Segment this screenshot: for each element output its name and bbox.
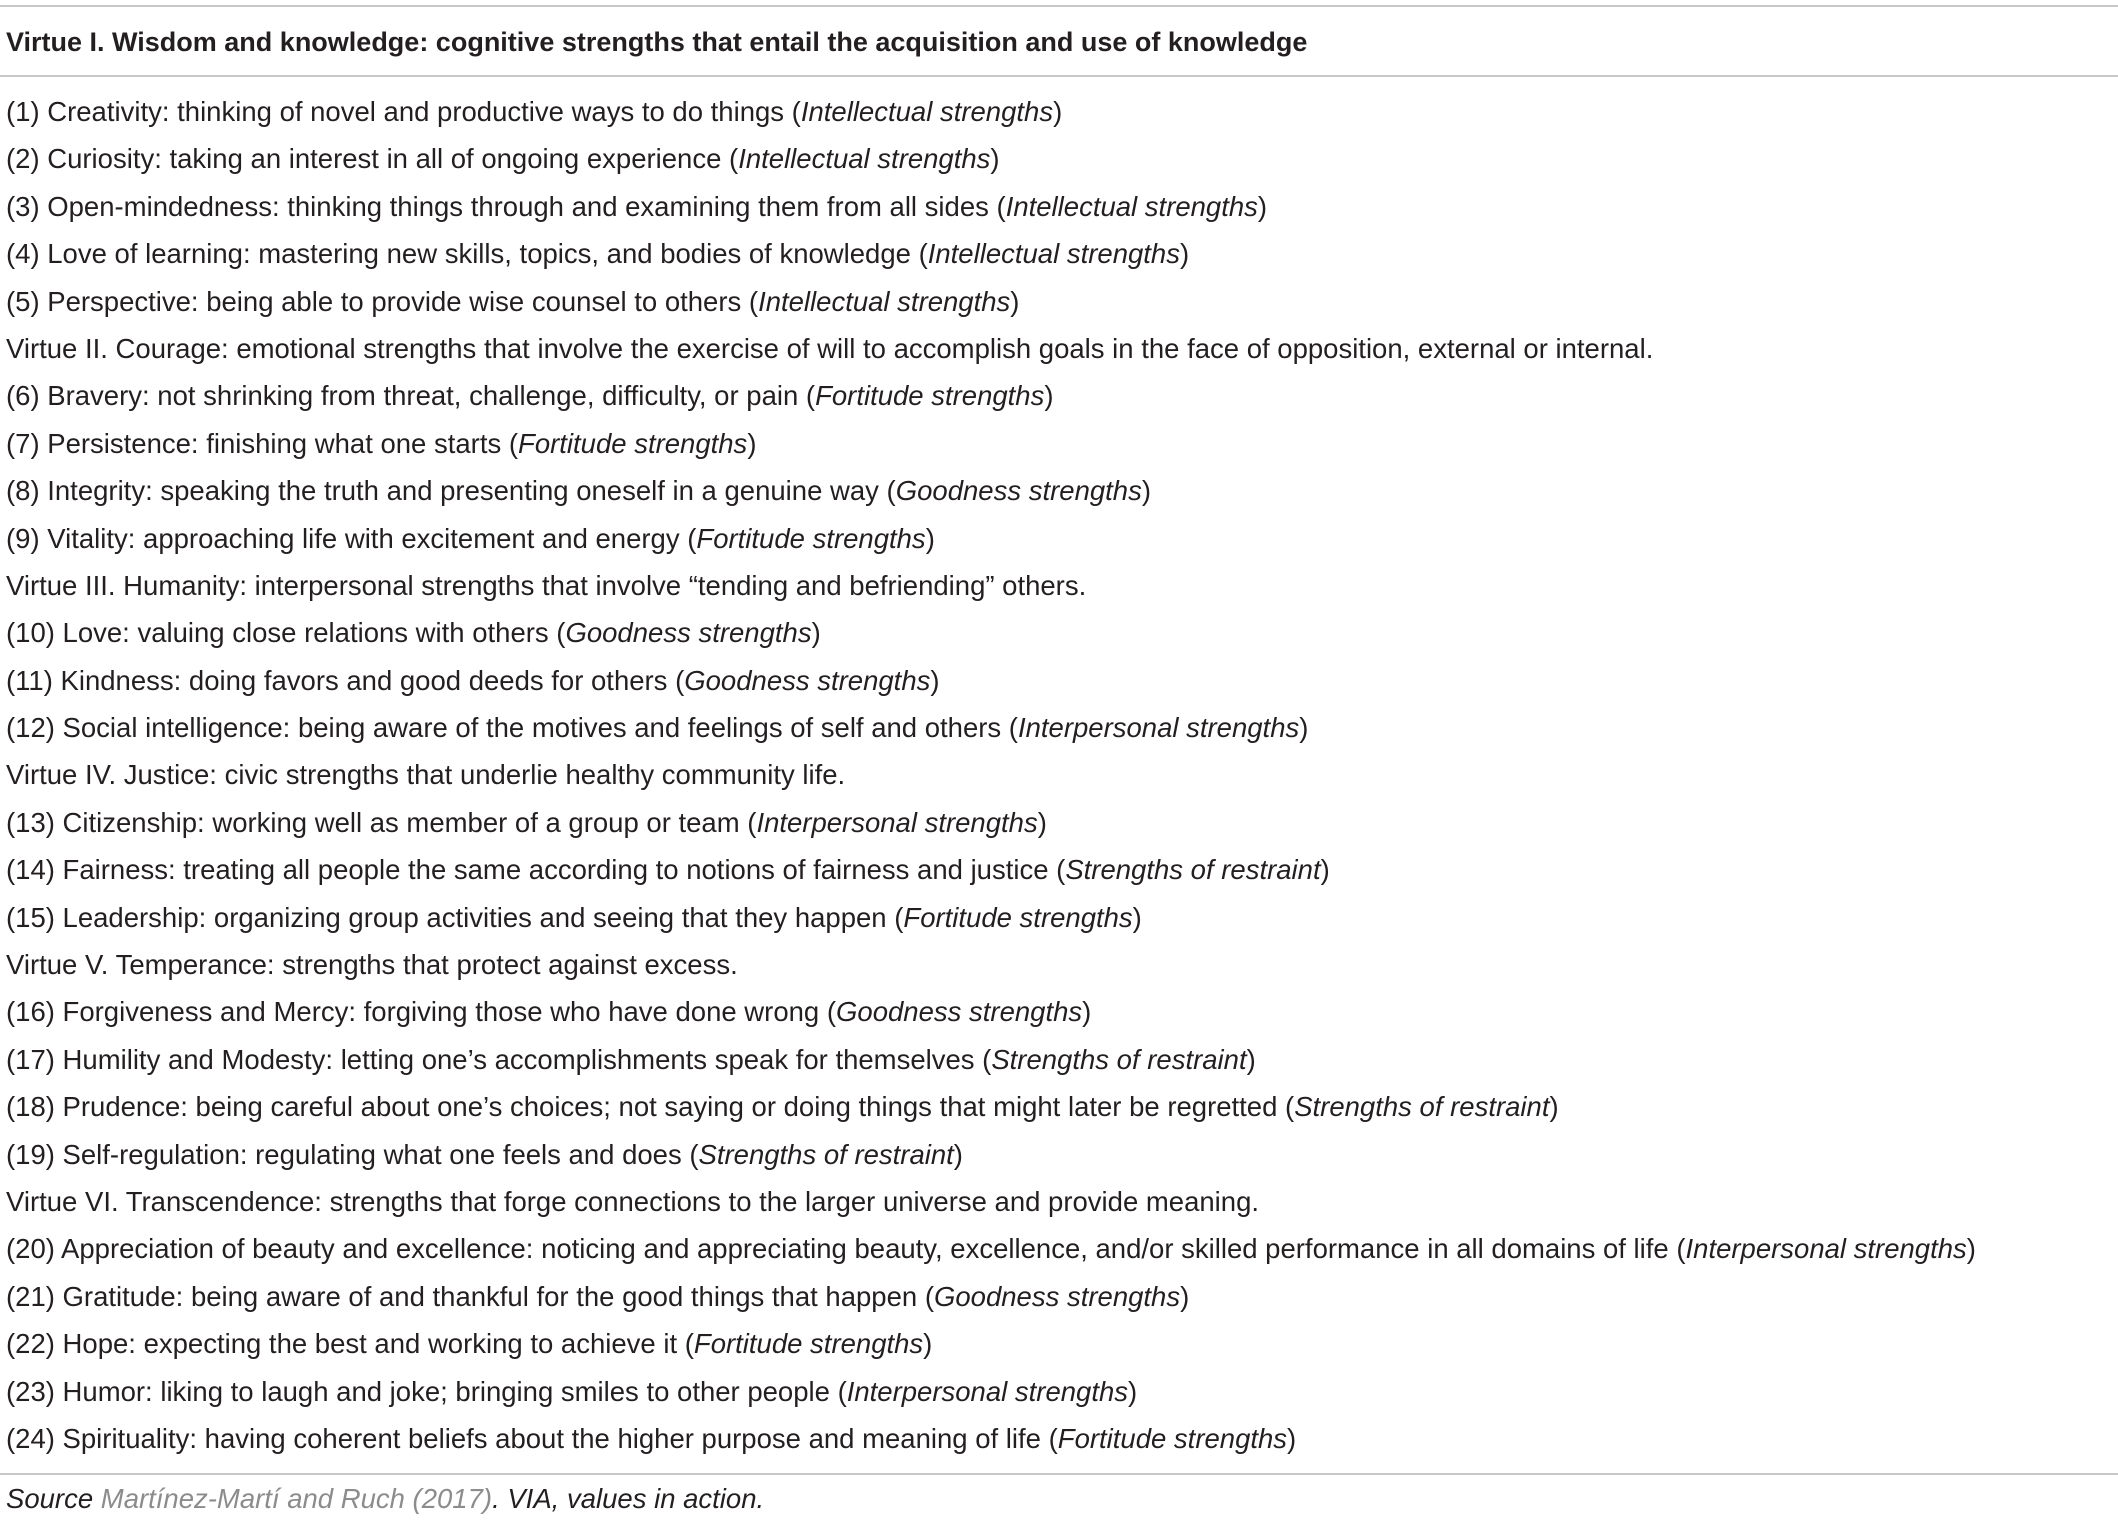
table-row <box>6 1368 2106 1415</box>
strength-category: Goodness strengths <box>933 1280 1181 1312</box>
virtue-heading-row <box>6 941 2106 988</box>
row-text: (15) Leadership: organizing group activities and seeing that they happen ( <box>6 901 904 933</box>
table-footnote <box>6 1479 764 1519</box>
table-row <box>6 1415 2106 1462</box>
strength-category: Strengths of restraint <box>1294 1091 1550 1123</box>
table-row <box>6 1131 2106 1178</box>
footnote-reference-link[interactable]: Martínez-Martí and Ruch (2017) <box>100 1483 493 1514</box>
row-text: (21) Gratitude: being aware of and thankful for the good things that happen ( <box>6 1280 934 1312</box>
row-text: (4) Love of learning: mastering new skills, topics, and bodies of knowledge ( <box>6 238 928 270</box>
strength-category: Intellectual strengths <box>738 143 991 175</box>
row-text: (20) Appreciation of beauty and excellence: noticing and appreciating beauty, excellence, and/or skilled performance in all domains of life ( <box>6 1233 1686 1265</box>
table-header: Virtue I. Wisdom and knowledge: cognitive strengths that entail the acquisition and use of knowledge <box>6 27 1308 57</box>
row-text: Virtue III. Humanity: interpersonal strengths that involve “tending and befriending” others. <box>6 569 1087 601</box>
row-text: (22) Hope: expecting the best and working to achieve it ( <box>6 1328 694 1360</box>
table-row <box>6 1273 2106 1320</box>
table-row <box>6 1036 2106 1083</box>
strength-category: Goodness strengths <box>565 617 812 649</box>
row-text: (17) Humility and Modesty: letting one’s accomplishments speak for themselves ( <box>6 1043 992 1075</box>
virtue-heading-row <box>6 751 2106 798</box>
row-close-paren: ) <box>925 522 935 554</box>
strength-category: Goodness strengths <box>684 664 931 696</box>
table-row <box>6 846 2106 893</box>
row-text: (8) Integrity: speaking the truth and presenting oneself in a genuine way ( <box>6 475 896 507</box>
row-close-paren: ) <box>1053 96 1063 127</box>
table-row <box>6 420 2106 467</box>
table-top-rule <box>0 5 2118 7</box>
row-close-paren: ) <box>1082 996 1092 1028</box>
strength-category: Fortitude strengths <box>815 380 1045 412</box>
table-row <box>6 609 2106 656</box>
table-body <box>6 88 2106 1462</box>
row-close-paren: ) <box>1044 380 1054 412</box>
row-close-paren: ) <box>811 617 821 649</box>
row-close-paren: ) <box>1257 190 1268 222</box>
table-row <box>6 1083 2106 1130</box>
row-text: (7) Persistence: finishing what one starts ( <box>6 427 519 459</box>
row-text: (13) Citizenship: working well as member of a group or team ( <box>6 806 757 838</box>
strength-category: Intellectual strengths <box>758 285 1011 317</box>
header-bottom-rule <box>0 75 2118 77</box>
row-text: (16) Forgiveness and Mercy: forgiving those who have done wrong ( <box>6 996 837 1028</box>
row-close-paren: ) <box>1037 806 1047 838</box>
row-close-paren: ) <box>930 664 940 696</box>
row-close-paren: ) <box>1966 1233 1976 1265</box>
strength-category: Interpersonal strengths <box>1685 1233 1967 1265</box>
row-text: (6) Bravery: not shrinking from threat, challenge, difficulty, or pain ( <box>6 380 816 412</box>
table-row <box>6 135 2106 182</box>
strength-category: Intellectual strengths <box>1005 190 1258 222</box>
row-close-paren: ) <box>953 1138 963 1170</box>
strength-category: Intellectual strengths <box>800 96 1054 127</box>
strength-category: Fortitude strengths <box>693 1328 924 1360</box>
row-text: Virtue IV. Justice: civic strengths that underlie healthy community life. <box>6 759 846 791</box>
row-close-paren: ) <box>1141 475 1152 507</box>
table-row <box>6 278 2106 325</box>
strength-category: Interpersonal strengths <box>756 806 1038 838</box>
table-row <box>6 894 2106 941</box>
row-text: (12) Social intelligence: being aware of the motives and feelings of self and others ( <box>6 712 1018 744</box>
row-close-paren: ) <box>1132 901 1142 933</box>
row-close-paren: ) <box>1179 238 1190 270</box>
row-close-paren: ) <box>1299 712 1309 744</box>
row-text: (5) Perspective: being able to provide wise counsel to others ( <box>6 285 759 317</box>
row-text: (1) Creativity: thinking of novel and productive ways to do things ( <box>6 96 801 127</box>
footnote-source-label: Source <box>6 1483 94 1514</box>
strength-category: Goodness strengths <box>836 996 1083 1028</box>
row-close-paren: ) <box>1180 1280 1190 1312</box>
strength-category: Strengths of restraint <box>698 1138 954 1170</box>
table-row <box>6 799 2106 846</box>
row-text: (3) Open-mindedness: thinking things through and examining them from all sides ( <box>6 190 1006 222</box>
table-row <box>6 657 2106 704</box>
strength-category: Interpersonal strengths <box>846 1375 1129 1407</box>
row-text: Virtue VI. Transcendence: strengths that forge connections to the larger universe and provide meaning. <box>6 1185 1260 1217</box>
row-text: Virtue II. Courage: emotional strengths that involve the exercise of will to accomplish goals in the face of opposition, external or internal. <box>6 332 1654 364</box>
row-close-paren: ) <box>1287 1422 1297 1454</box>
strength-category: Fortitude strengths <box>518 427 748 459</box>
row-text: (14) Fairness: treating all people the same according to notions of fairness and justice ( <box>6 854 1066 886</box>
row-text: (19) Self-regulation: regulating what one feels and does ( <box>6 1138 699 1170</box>
strength-category: Interpersonal strengths <box>1017 712 1300 744</box>
row-text: (10) Love: valuing close relations with others ( <box>6 617 566 649</box>
table-row <box>6 1320 2106 1367</box>
row-close-paren: ) <box>1320 854 1330 886</box>
row-close-paren: ) <box>1128 1375 1138 1407</box>
table-row <box>6 230 2106 277</box>
row-close-paren: ) <box>1549 1091 1559 1123</box>
row-text: Virtue V. Temperance: strengths that protect against excess. <box>6 949 738 981</box>
row-text: (24) Spirituality: having coherent beliefs about the higher purpose and meaning of life ( <box>6 1422 1058 1454</box>
table-row <box>6 988 2106 1035</box>
strength-category: Fortitude strengths <box>1057 1422 1288 1454</box>
table-row <box>6 704 2106 751</box>
virtue-heading-row <box>6 562 2106 609</box>
table-row <box>6 1225 2106 1272</box>
row-text: (11) Kindness: doing favors and good deeds for others ( <box>6 664 685 696</box>
row-text: (18) Prudence: being careful about one’s choices; not saying or doing things that might later be regretted ( <box>6 1091 1295 1123</box>
strength-category: Strengths of restraint <box>991 1043 1247 1075</box>
row-text: (23) Humor: liking to laugh and joke; bringing smiles to other people ( <box>6 1375 847 1407</box>
row-close-paren: ) <box>1010 285 1020 317</box>
strength-category: Intellectual strengths <box>927 238 1180 270</box>
table-row <box>6 515 2106 562</box>
strength-category: Goodness strengths <box>895 475 1142 507</box>
strength-category: Fortitude strengths <box>696 522 926 554</box>
footnote-note: . VIA, values in action. <box>492 1483 765 1514</box>
table-row <box>6 183 2106 230</box>
table-bottom-rule <box>0 1473 2118 1475</box>
virtue-heading-row <box>6 1178 2106 1225</box>
row-text: (9) Vitality: approaching life with excitement and energy ( <box>6 522 697 554</box>
row-close-paren: ) <box>923 1328 933 1360</box>
table-row <box>6 88 2106 135</box>
virtue-heading-row <box>6 325 2106 372</box>
row-close-paren: ) <box>990 143 1000 175</box>
row-text: (2) Curiosity: taking an interest in all of ongoing experience ( <box>6 143 739 175</box>
strength-category: Fortitude strengths <box>903 901 1133 933</box>
table-row <box>6 372 2106 419</box>
row-close-paren: ) <box>1246 1043 1256 1075</box>
table-row <box>6 467 2106 514</box>
row-close-paren: ) <box>747 427 757 459</box>
strength-category: Strengths of restraint <box>1065 854 1321 886</box>
